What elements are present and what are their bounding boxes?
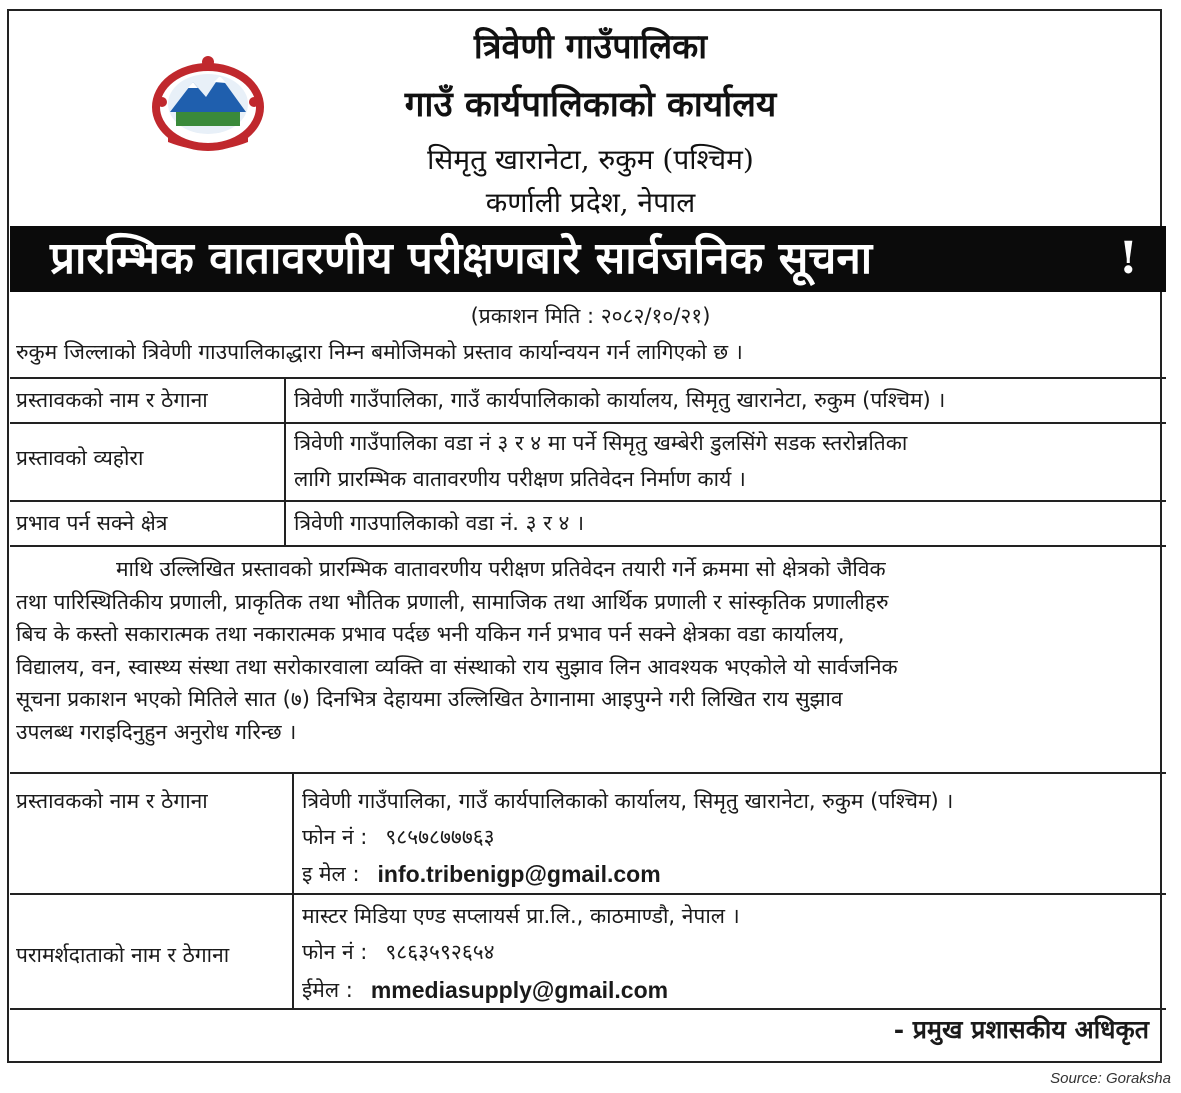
paragraph-line: सूचना प्रकाशन भएको मितिले सात (७) दिनभित्र देहायमा उल्लिखित ठेगानामा आइपुग्ने गरी लिखित राय सुझाव xyxy=(16,687,843,711)
proponent-label: प्रस्तावकको नाम र ठेगाना xyxy=(16,789,208,813)
phone-label: फोन नं : xyxy=(302,940,368,964)
table1-rule xyxy=(10,422,1166,424)
consultant-label: परामर्शदाताको नाम र ठेगाना xyxy=(16,943,230,967)
table-row-value: त्रिवेणी गाउपालिकाको वडा नं. ३ र ४ । xyxy=(294,511,585,535)
consultant-email: mmediasupply@gmail.com xyxy=(370,977,669,1003)
banner-exclamation: ! xyxy=(1118,233,1138,284)
phone-number: ९८६३५९२६५४ xyxy=(385,940,495,964)
table-row-value: त्रिवेणी गाउँपालिका वडा नं ३ र ४ मा पर्ने सिमृतु खम्बेरी डुलसिंगे सडक स्तरोन्नतिका xyxy=(294,431,908,455)
table1-bottom-rule xyxy=(10,545,1166,547)
email-label: इ मेल : xyxy=(302,862,360,886)
phone-label: फोन नं : xyxy=(302,825,368,849)
table-row-label: प्रस्तावको व्यहोरा xyxy=(16,446,144,470)
table-row-label: प्रभाव पर्न सक्ने क्षेत्र xyxy=(16,511,168,535)
banner-title: प्रारम्भिक वातावरणीय परीक्षणबारे सार्वजनिक सूचना xyxy=(50,233,873,284)
proponent-address: त्रिवेणी गाउँपालिका, गाउँ कार्यपालिकाको कार्यालय, सिमृतु खारानेटा, रुकुम (पश्चिम) । xyxy=(302,789,954,813)
header-office: गाउँ कार्यपालिकाको कार्यालय xyxy=(404,84,777,125)
paragraph-line: माथि उल्लिखित प्रस्तावको प्रारम्भिक वातावरणीय परीक्षण प्रतिवेदन तयारी गर्ने क्रममा सो क्षेत्रको जैविक xyxy=(116,557,886,581)
table1-divider xyxy=(284,377,286,547)
paragraph-line: बिच के कस्तो सकारात्मक तथा नकारात्मक प्रभाव पर्दछ भनी यकिन गर्न प्रभाव पर्न सक्ने क्षेत्रका वडा कार्यालय, xyxy=(16,622,845,646)
table-row-value: त्रिवेणी गाउँपालिका, गाउँ कार्यपालिकाको कार्यालय, सिमृतु खारानेटा, रुकुम (पश्चिम) । xyxy=(294,388,946,412)
notice-banner xyxy=(10,226,1166,292)
source-credit: Source: Goraksha xyxy=(1050,1070,1171,1087)
table2-divider xyxy=(292,772,294,1010)
paragraph-line: तथा पारिस्थितिकीय प्रणाली, प्राकृतिक तथा भौतिक प्रणाली, सामाजिक तथा आर्थिक प्रणाली र सांस्कृतिक प्रणालीहरु xyxy=(16,589,889,614)
table1-top-rule xyxy=(10,377,1166,379)
table2-top-rule xyxy=(10,772,1166,774)
consultant-email-row xyxy=(302,973,668,1007)
notice-paragraph xyxy=(16,553,1156,748)
header-address: सिमृतु खारानेटा, रुकुम (पश्चिम) xyxy=(427,143,754,176)
table2-rule xyxy=(10,893,1166,895)
phone-number: ९८५७८७७७६३ xyxy=(385,825,495,849)
table1-rule xyxy=(10,500,1166,502)
proponent-phone-row xyxy=(302,820,495,854)
table2-bottom-rule xyxy=(10,1008,1166,1010)
intro-text: रुकुम जिल्लाको त्रिवेणी गाउपालिकाद्धारा निम्न बमोजिमको प्रस्ताव कार्यान्वयन गर्न लागिएको छ । xyxy=(16,340,743,364)
proponent-email-row xyxy=(302,857,661,891)
publication-date: (प्रकाशन मिति : २०८२/१०/२१) xyxy=(470,304,711,328)
paragraph-line: उपलब्ध गराइदिनुहुन अनुरोध गरिन्छ । xyxy=(16,719,297,744)
proponent-email: info.tribenigp@gmail.com xyxy=(377,861,661,887)
paragraph-line: विद्यालय, वन, स्वास्थ्य संस्था तथा सरोकारवाला व्यक्ति वा संस्थाको राय सुझाव लिन आवश्यक भएकोले यो सार्वजनिक xyxy=(16,654,898,679)
header-municipality: त्रिवेणी गाउँपालिका xyxy=(473,27,708,67)
table-row-label: प्रस्तावकको नाम र ठेगाना xyxy=(16,388,208,412)
table-row-value: लागि प्रारम्भिक वातावरणीय परीक्षण प्रतिवेदन निर्माण कार्य । xyxy=(294,467,746,491)
signature: - प्रमुख प्रशासकीय अधिकृत xyxy=(893,1015,1149,1044)
consultant-address: मास्टर मिडिया एण्ड सप्लायर्स प्रा.लि., काठमाण्डौ, नेपाल । xyxy=(302,904,740,928)
header-province: कर्णाली प्रदेश, नेपाल xyxy=(485,186,696,219)
consultant-phone-row xyxy=(302,935,495,969)
email-label: ईमेल : xyxy=(302,978,353,1002)
